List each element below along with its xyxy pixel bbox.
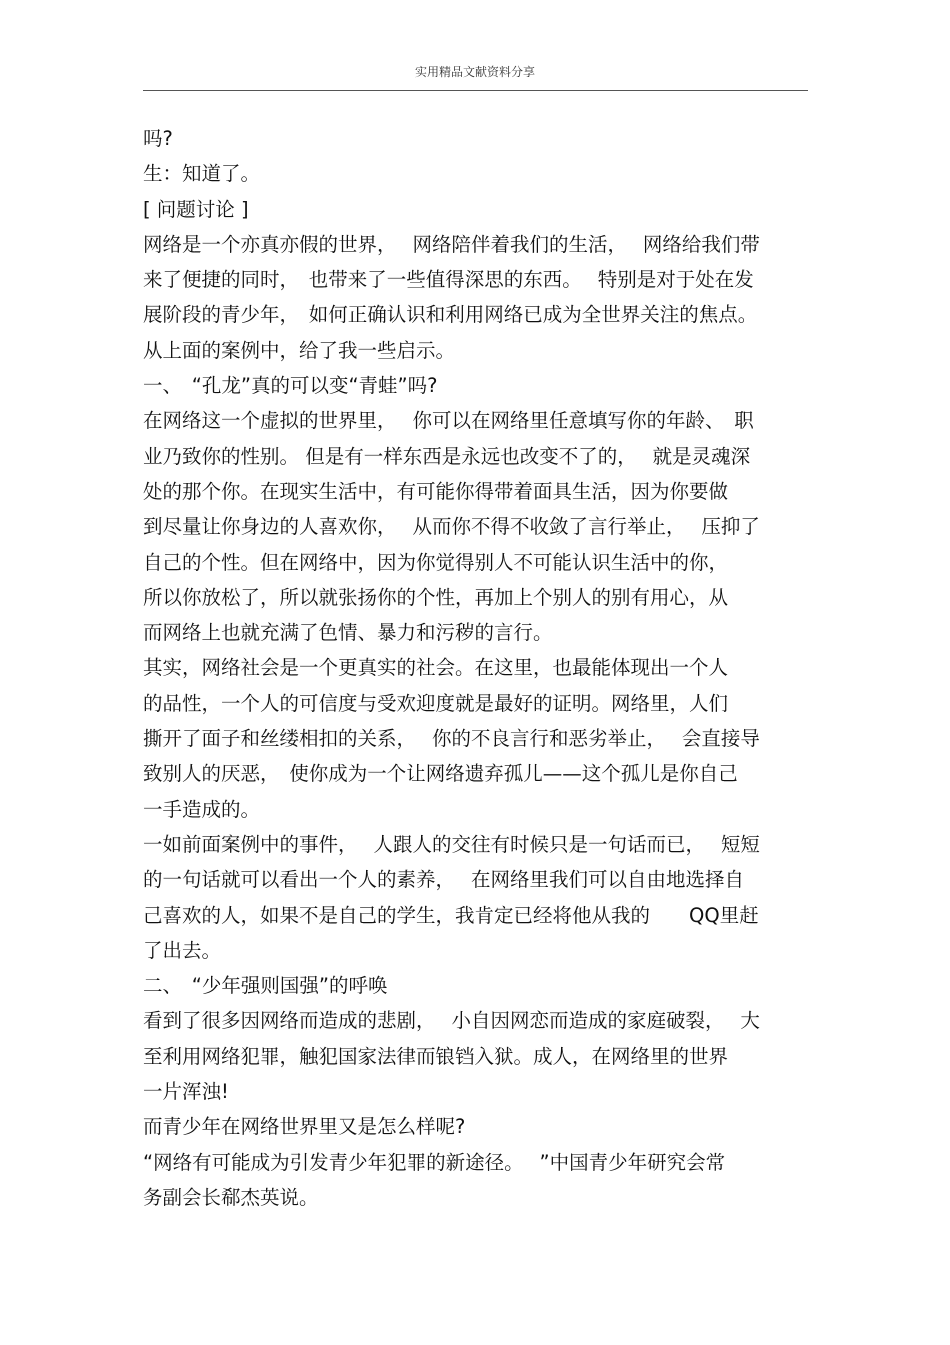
text-line: 的品性，一个人的可信度与受欢迎度就是最好的证明。网络里，人们 [143,691,729,715]
text-line: 自己的个性。但在网络中，因为你觉得别人不可能认识生活中的你， [143,550,729,574]
text-line: 吗? [143,127,173,150]
header-divider [143,90,808,91]
text-line: 从上面的案例中，给了我一些启示。 [143,338,456,362]
text-line: 网络是一个亦真亦假的世界， 网络陪伴着我们的生活， 网络给我们带 [143,232,760,256]
text-line: 的一句话就可以看出一个人的素养， 在网络里我们可以自由地选择自 [143,868,744,892]
text-line: 一、 “孔龙”真的可以变“青蛙”吗? [143,374,438,398]
text-line: “网络有可能成为引发青少年犯罪的新途径。 ”中国青少年研究会常 [143,1150,726,1174]
text-line: 撕开了面子和丝缕相扣的关系， 你的不良言行和恶劣举止， 会直接导 [143,727,760,751]
text-line: 在网络这一个虚拟的世界里， 你可以在网络里任意填写你的年龄、 职 [143,409,754,433]
text-line: 至利用网络犯罪，触犯国家法律而锒铛入狱。成人，在网络里的世界 [143,1044,729,1068]
text-line: 致别人的厌恶， 使你成为一个让网络遗弃孤儿——这个孤儿是你自己 [143,762,738,786]
text-line: 己喜欢的人，如果不是自己的学生，我肯定已经将他从我的 QQ里赶 [143,903,759,927]
text-line: 而网络上也就充满了色情、暴力和污秽的言行。 [143,621,553,645]
document-body [143,121,808,1215]
text-line: 而青少年在网络世界里又是怎么样呢? [143,1115,466,1139]
text-line: 看到了很多因网络而造成的悲剧， 小自因网恋而造成的家庭破裂， 大 [143,1009,760,1033]
text-line: 二、 “少年强则国强”的呼唤 [143,974,388,998]
text-line: 来了便捷的同时， 也带来了一些值得深思的东西。 特别是对于处在发 [143,268,754,292]
text-line: [ 问题讨论 ] [143,197,249,221]
text-line: 生：知道了。 [143,162,261,186]
page-header-title: 实用精品文献资料分享 [414,65,535,79]
text-line: 展阶段的青少年， 如何正确认识和利用网络已成为全世界关注的焦点。 [143,303,758,327]
text-line: 其实，网络社会是一个更真实的社会。在这里，也最能体现出一个人 [143,656,729,680]
text-line: 一片浑浊! [143,1080,229,1104]
text-line: 一手造成的。 [143,797,261,821]
text-line: 务副会长郗杰英说。 [143,1185,319,1209]
text-line: 所以你放松了，所以就张扬你的个性，再加上个别人的别有用心，从 [143,585,729,609]
text-line: 了出去。 [143,938,222,962]
text-line: 业乃致你的性别。 但是有一样东西是永远也改变不了的， 就是灵魂深 [143,444,751,468]
text-line: 到尽量让你身边的人喜欢你， 从而你不得不收敛了言行举止， 压抑了 [143,515,760,539]
text-line: 处的那个你。在现实生活中，有可能你得带着面具生活，因为你要做 [143,479,729,503]
text-line: 一如前面案例中的事件， 人跟人的交往有时候只是一句话而已， 短短 [143,832,760,856]
